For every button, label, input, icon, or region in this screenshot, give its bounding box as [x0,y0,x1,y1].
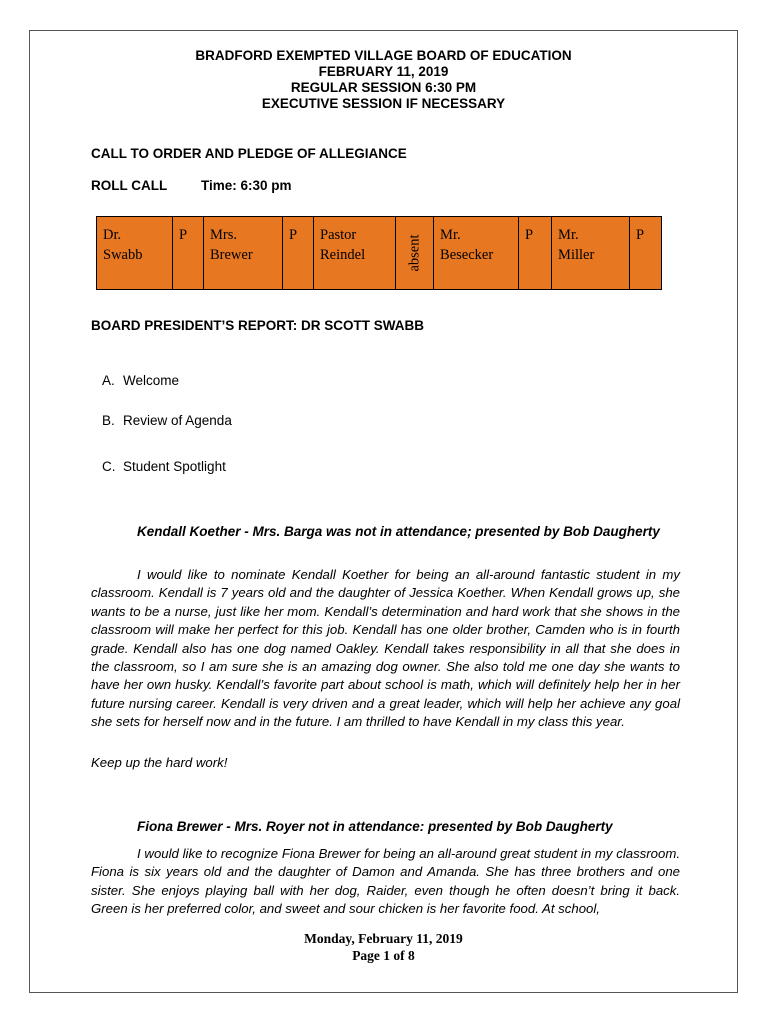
student-title-koether: Kendall Koether - Mrs. Barga was not in attendance; presented by Bob Daugherty [137,524,660,539]
footer-page-number: Page 1 of 8 [352,948,415,963]
agenda-item-spotlight: C. Student Spotlight [102,459,226,474]
member-brewer: Mrs. Brewer [204,217,283,290]
page-footer [29,930,738,964]
member-swabb: Dr. Swabb [97,217,173,290]
footer-date: Monday, February 11, 2019 [304,931,463,946]
member-besecker: Mr. Besecker [434,217,519,290]
roll-call-table [96,216,662,290]
student-title-brewer: Fiona Brewer - Mrs. Royer not in attendance: presented by Bob Daugherty [137,819,613,834]
call-to-order-heading: CALL TO ORDER AND PLEDGE OF ALLEGIANCE [91,146,407,161]
status-reindel: absent [396,217,434,290]
member-miller: Mr. Miller [552,217,630,290]
president-report-heading: BOARD PRESIDENT’S REPORT: DR SCOTT SWABB [91,318,425,333]
agenda-item-review: B. Review of Agenda [102,413,232,428]
student-paragraph-koether: I would like to nominate Kendall Koether for being an all-around fantastic student in my classroom. Kendall is 7 years old and the daughter of Jessica Koether. When Kendall grows up, she wants to be a nurse, just like her mom. Kendall’s determination and hard work that she shows in the classroom will make her perfect for this job. Kendall has one older brother, Camden who is in fourth grade. Kendall also has one dog named Oakley. Kendall takes responsibility in all that she does in the classroom, so I am sure she is an amazing dog owner. She also told me one day she wants to have her own husky. Kendall’s favorite part about school is math, which will definitely help her in her future nursing career. Kendall is very driven and a great leader, which will help her achieve any goal she sets for herself now and in the future. I am thrilled to have Kendall in my class this year. [91,567,680,730]
status-miller: P [630,217,662,290]
roll-call-time: Time: 6:30 pm [201,178,292,193]
status-brewer: P [283,217,314,290]
roll-call-row [97,217,662,290]
student-paragraph-brewer: I would like to recognize Fiona Brewer for being an all-around great student in my classroom. Fiona is six years old and the daughter of Damon and Amanda. She has three brothers and one sister. She enjoys playing ball with her dog, Raider, even though he often doesn’t bring it back. Green is her preferred color, and sweet and sour chicken is her favorite food. At school, [91,846,680,917]
student-closing-koether: Keep up the hard work! [91,755,228,770]
agenda-item-welcome: A. Welcome [102,373,180,388]
member-reindel: Pastor Reindel [314,217,396,290]
header-date: FEBRUARY 11, 2019 [318,64,449,79]
roll-call-heading: ROLL CALL [91,178,168,193]
status-swabb: P [173,217,204,290]
header-title: BRADFORD EXEMPTED VILLAGE BOARD OF EDUCATION [195,48,572,63]
document-header [29,48,738,112]
header-session: REGULAR SESSION 6:30 PM [290,80,477,95]
header-executive: EXECUTIVE SESSION IF NECESSARY [261,96,506,111]
status-besecker: P [519,217,552,290]
